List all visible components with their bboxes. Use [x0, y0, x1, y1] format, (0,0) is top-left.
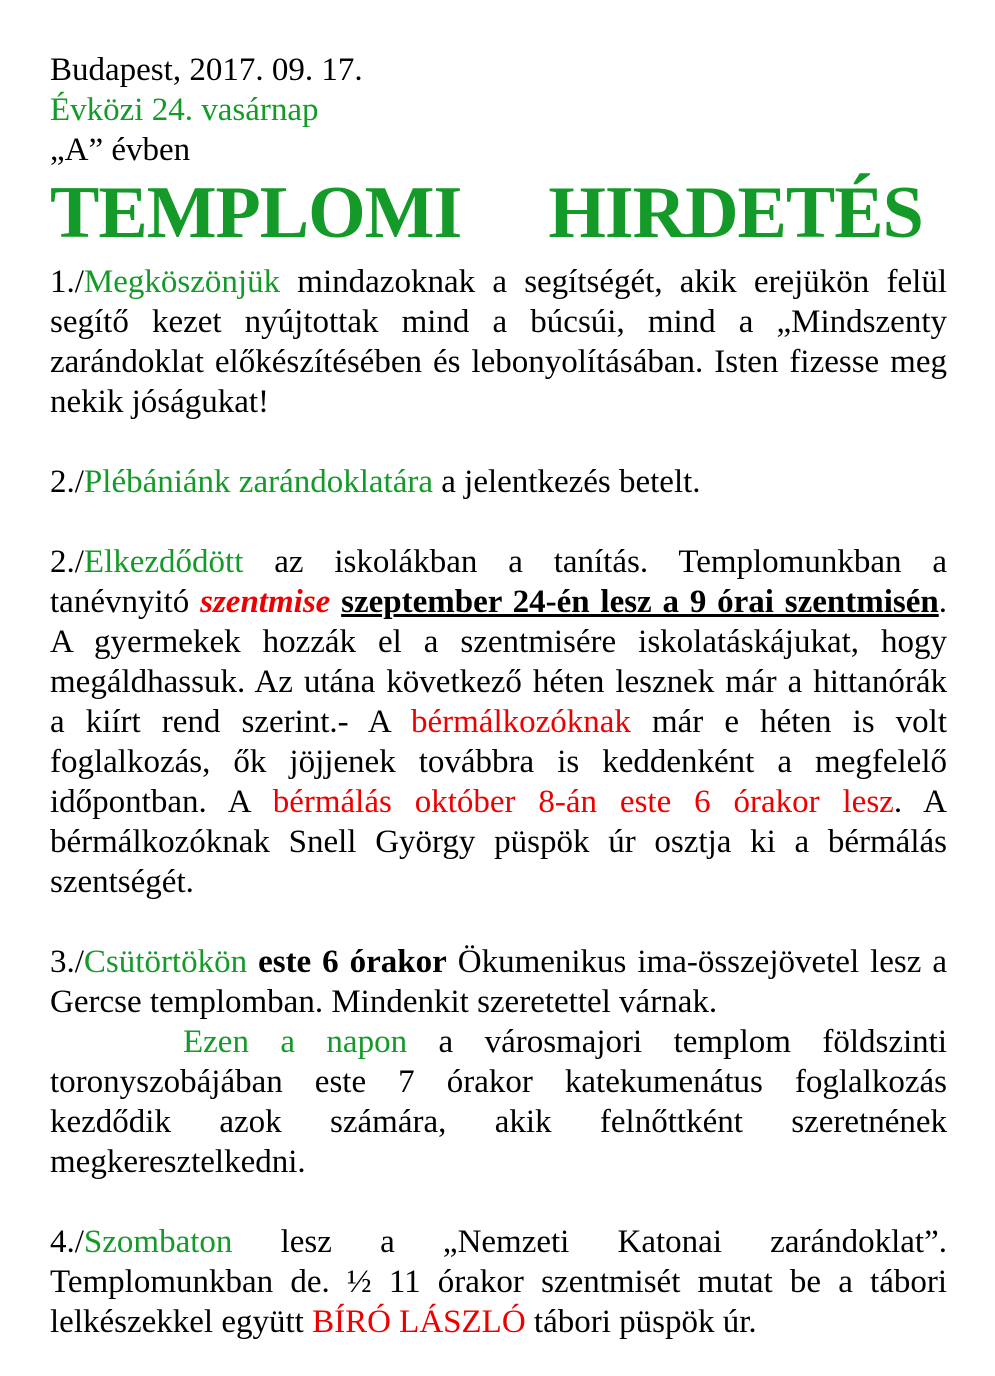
text-segment-bold-underline: szeptember 24-én lesz a 9 órai szentmisén — [341, 584, 939, 620]
text-segment-red-bold-italic: szentmise — [200, 584, 331, 620]
text-segment-black: mindazoknak a segítségét, akik erejükön felül segítő kezet nyújtottak mind a búcsúi, mind a „Mindszenty zarándoklat előkészítésében és lebonyolításában. Isten fizesse meg nekik jóságukat! — [50, 264, 947, 420]
text-segment-black: lesz a „Nemzeti Katonai zarándoklat”. Templomunkban de. ½ 11 órakor szentmisét mutat be a tábori lelkészekkel együtt — [50, 1224, 947, 1340]
text-segment-red: bérmálkozóknak — [411, 704, 631, 740]
paragraph-school-year — [50, 542, 947, 902]
text-segment-black: . A bérmálkozóknak Snell György püspök úr osztja ki a bérmálás szentségét. — [50, 784, 947, 900]
text-segment-green: Elkezdődött — [83, 544, 244, 580]
text-segment-black: . A gyermekek hozzák el a szentmisére iskolatáskájukat, hogy megáldhassuk. Az utána következő héten lesznek már a hittanórák a kiírt rend szerint.- A — [50, 584, 947, 740]
page-title: TEMPLOMI HIRDETÉS — [50, 172, 923, 254]
text-segment-black: az iskolákban a tanítás. Templomunkban a tanévnyitó — [50, 544, 947, 620]
text-segment-black: tábori püspök úr. — [525, 1304, 757, 1340]
text-segment-green: Szombaton — [83, 1224, 233, 1260]
text-segment-green: Csütörtökön — [83, 944, 248, 980]
text-segment-black — [247, 944, 258, 980]
text-segment-red: bérmálás október 8-án este 6 órakor lesz — [272, 784, 894, 820]
paragraph-catechumenate — [50, 1022, 947, 1182]
year-cycle-line: „A” évben — [50, 132, 191, 168]
text-segment-red: BÍRÓ LÁSZLÓ — [312, 1304, 526, 1340]
text-segment-black: a városmajori templom földszinti toronyszobájában este 7 órakor katekumenátus foglalkozás kezdődik azok számára, akik felnőttként szeretnének megkeresztelkedni. — [50, 1024, 948, 1180]
paragraph-military-pilgrimage — [50, 1222, 947, 1342]
paragraph-thanks — [50, 262, 947, 422]
text-segment-black — [330, 584, 341, 620]
text-segment-green: Ezen a napon — [183, 1024, 408, 1060]
text-segment-green: Plébániánk zarándoklatára — [83, 464, 433, 500]
paragraph-pilgrimage-full — [50, 462, 947, 502]
text-segment-black: Ökumenikus ima-összejövetel lesz a Gercse templomban. Mindenkit szeretettel várnak. — [50, 944, 947, 1020]
paragraph-ecumenical-meeting — [50, 942, 947, 1022]
text-segment-bold: este 6 órakor — [258, 944, 447, 980]
text-segment-black: 2./ — [50, 464, 84, 500]
text-segment-black: 4./ — [50, 1224, 84, 1260]
liturgical-day-line: Évközi 24. vasárnap — [50, 92, 319, 128]
text-segment-black: 1./ — [50, 264, 84, 300]
text-segment-black: a jelentkezés betelt. — [433, 464, 701, 500]
text-segment-black: 2./ — [50, 544, 84, 580]
text-segment-black: 3./ — [50, 944, 84, 980]
date-line: Budapest, 2017. 09. 17. — [50, 52, 363, 88]
text-segment-black: már e héten is volt foglalkozás, ők jöjjenek továbbra is keddenként a megfelelő időpontban. A — [50, 704, 948, 820]
text-segment-green: Megköszönjük — [83, 264, 281, 300]
